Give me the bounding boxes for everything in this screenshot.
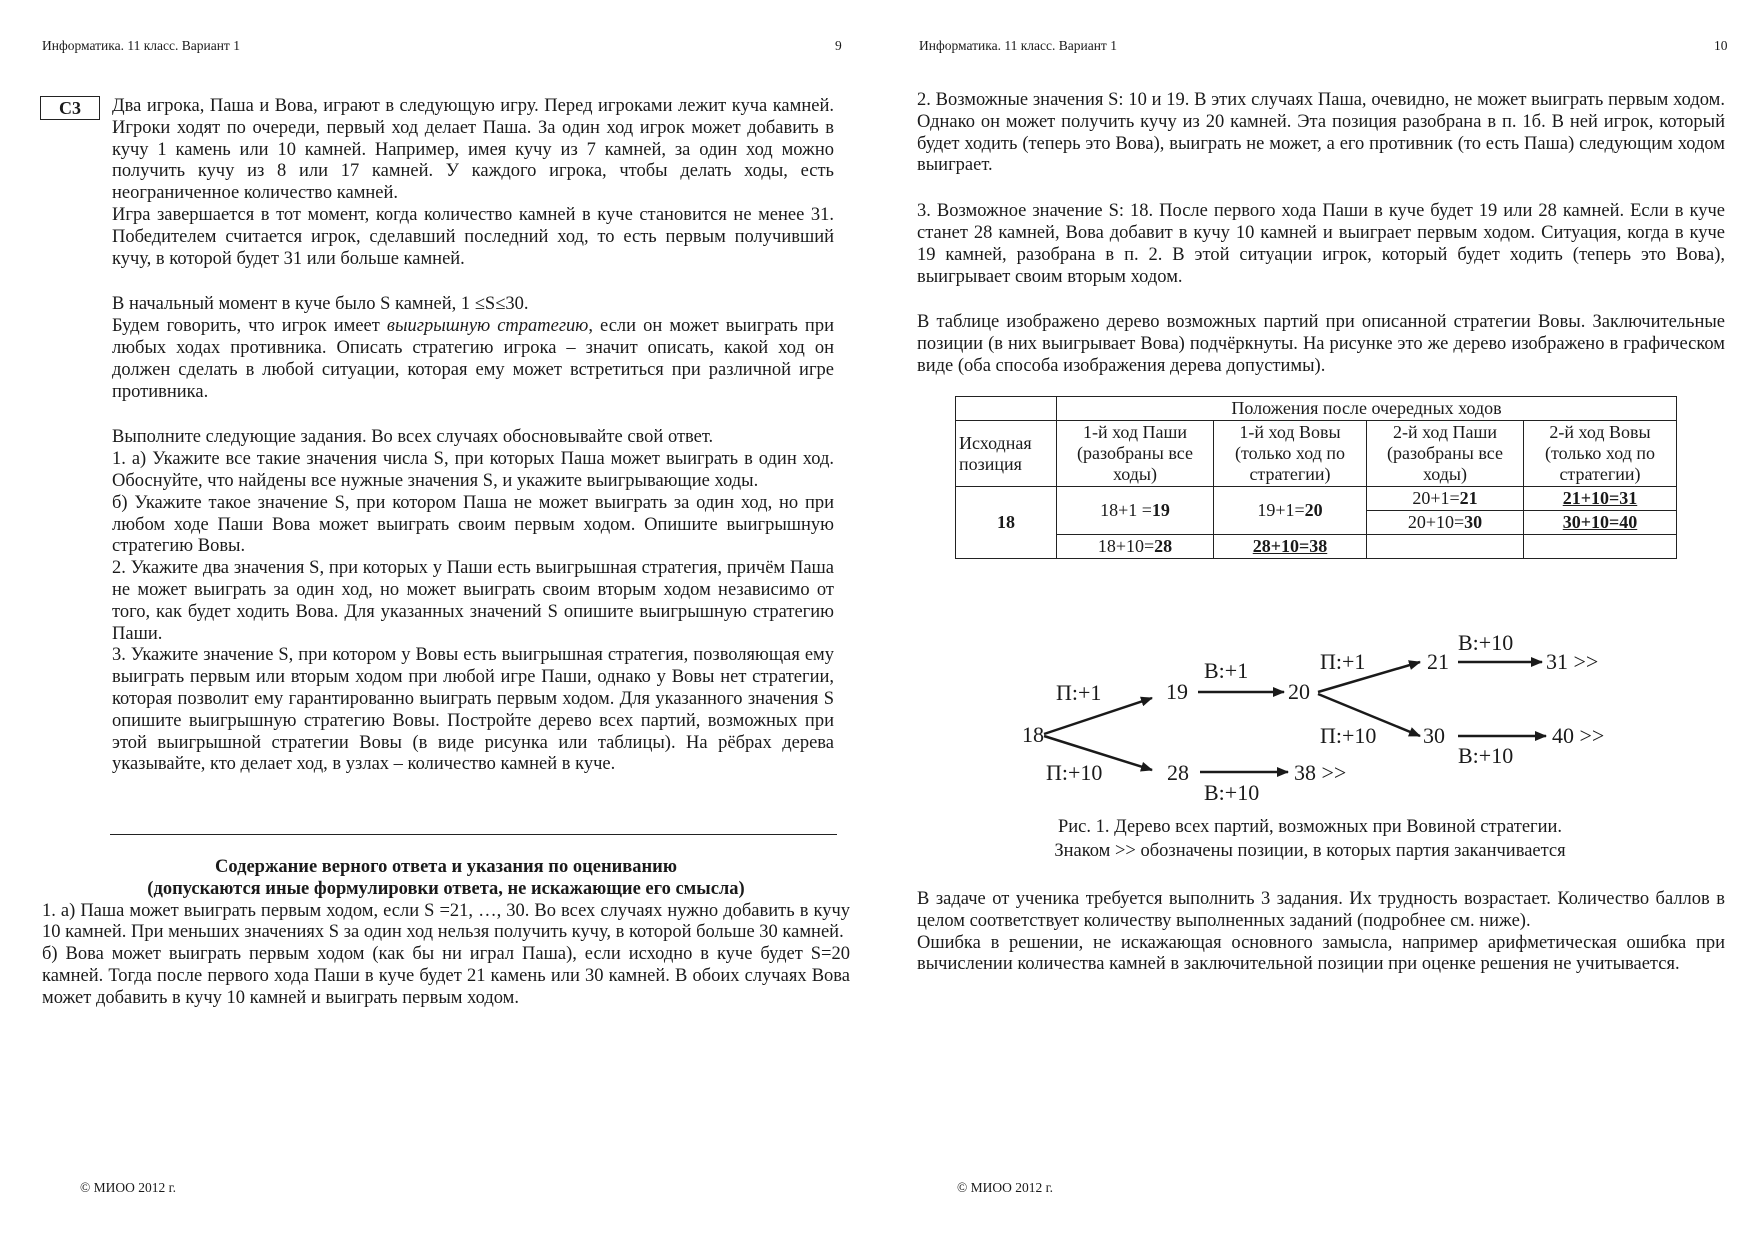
table-col-pasha1: 1-й ход Паши (разобраны все ходы) (1057, 421, 1214, 487)
task-instructions: Выполните следующие задания. Во всех случаях обосновывайте свой ответ. (112, 427, 714, 448)
node-20: 20 (1288, 679, 1310, 704)
node-18: 18 (1022, 722, 1044, 747)
edge-label-vova2-plus10-bottom: В:+10 (1458, 743, 1514, 768)
scoring-note-2: Ошибка в решении, не искажающая основного замысла, например арифметическая ошибка при вычислении количества камней в заключительной позиции при оценке решения не учитывается. (917, 932, 1725, 975)
table-cell (1524, 535, 1677, 559)
answer-3: 3. Возможное значение S: 18. После первого хода Паши в куче будет 19 или 28 камней. Если в куче станет 28 камней, Вова добавит в кучу 10 камней и выиграет первым ходом. Ситуация, когда в куче 19 камней, разобрана в п. 2. В этой ситуации игрок, который будет ходить (теперь это Вова), выигрывает своим вторым ходом. (917, 201, 1725, 287)
edge-label-vova-plus1: В:+1 (1204, 658, 1249, 683)
game-tree-diagram (1000, 620, 1640, 820)
task-statement (112, 96, 834, 776)
left-page-number: 9 (835, 38, 842, 53)
task-strategy-def: Будем говорить, что игрок имеет выигрышную стратегию, если он может выиграть при любых ходах противника. Описать стратегию игрока – значит описать, какой ход он должен сделать в любой ситуации, которая ему может встретиться при различной игре противника. (112, 316, 834, 402)
divider (110, 834, 837, 835)
game-tree-table (955, 396, 1677, 559)
figure-caption (990, 815, 1630, 863)
edge-label-vova-plus10: В:+10 (1204, 780, 1260, 805)
table-start-cell: 18 (956, 487, 1057, 559)
right-header-title: Информатика. 11 класс. Вариант 1 (919, 38, 1117, 53)
table-final-cell: 28+10=38 (1214, 535, 1367, 559)
question-2: 2. Укажите два значения S, при которых у Паши есть выигрышная стратегия, причём Паша не может выиграть за один ход, но может выиграть своим вторым ходом независимо от того, как будет ходить Вова. Для указанных значений S опишите выигрышную стратегию Паши. (112, 558, 834, 644)
task-end-rule: Игра завершается в тот момент, когда количество камней в куче становится не менее 31. Победителем считается игрок, сделавший последний ход, то есть первым получивший кучу, в которой будет 31 или больше камней. (112, 204, 834, 269)
node-19: 19 (1166, 679, 1188, 704)
edge-label-pasha2-plus1: П:+1 (1320, 649, 1366, 674)
table-col-vova2: 2-й ход Вовы (только ход по стратегии) (1524, 421, 1677, 487)
node-30: 30 (1423, 723, 1445, 748)
task-initial: В начальный момент в куче было S камней, 1 ≤S≤30. (112, 294, 529, 315)
answer-heading: Содержание верного ответа и указания по оцениванию (215, 857, 677, 877)
strategy-term: выигрышную стратегию (386, 316, 589, 337)
edge-label-pasha2-plus10: П:+10 (1320, 723, 1377, 748)
task-intro: Два игрока, Паша и Вова, играют в следующую игру. Перед игроками лежит куча камней. Игроки ходят по очереди, первый ход делает Паша. За один ход игрок может добавить в кучу 1 камень или 10 камней. Например, имея кучу из 7 камней, за один ход можно получить кучу из 8 или 17 камней. У каждого игрока, чтобы делать ходы, есть неограниченное количество камней. (112, 96, 834, 204)
caption-line-1: Рис. 1. Дерево всех партий, возможных при Вовиной стратегии. (1057, 817, 1563, 837)
answer-continued (917, 90, 1725, 378)
table-group-header: Положения после очередных ходов (1057, 397, 1677, 421)
answer-subheading: (допускаются иные формулировки ответа, не искажающие его смысла) (147, 878, 745, 899)
task-label: C3 (40, 96, 100, 120)
edge-label-pasha-plus10: П:+10 (1046, 760, 1103, 785)
answer-1b: б) Вова может выиграть первым ходом (как бы ни играл Паша), если исходно в куче будет S=20 камней. Тогда после первого хода Паши в куче будет 21 камень или 30 камней. В обоих случаях Вова может добавить в кучу 10 камней и выиграть первым ходом. (42, 944, 850, 1008)
table-cell (1367, 535, 1524, 559)
table-final-cell: 30+10=40 (1524, 511, 1677, 535)
left-footer: © МИОО 2012 г. (80, 1180, 177, 1195)
right-footer: © МИОО 2012 г. (957, 1180, 1054, 1195)
node-40-final: 40 >> (1552, 723, 1605, 748)
answer-2: 2. Возможные значения S: 10 и 19. В этих случаях Паша, очевидно, не может выиграть первым ходом. Однако он может получить кучу из 20 камней. Эта позиция разобрана в п. 1б. В ней игрок, который будет ходить (теперь это Вова), выиграть не может, а его противник (то есть Паша) следующим ходом выиграет. (917, 90, 1725, 176)
table-final-cell: 21+10=31 (1524, 487, 1677, 511)
left-header-title: Информатика. 11 класс. Вариант 1 (42, 38, 240, 53)
scoring-note-1: В задаче от ученика требуется выполнить 3 задания. Их трудность возрастает. Количество баллов в целом соответствует количеству выполненных заданий (подробнее см. ниже). (917, 889, 1725, 931)
answer-1a: 1. а) Паша может выиграть первым ходом, если S =21, …, 30. Во всех случаях нужно добавить в кучу 10 камней. При меньших значениях S за один ход нельзя получить кучу, в которой больше 30 камней. (42, 900, 850, 943)
scoring-notes (917, 889, 1725, 976)
table-corner (956, 397, 1057, 421)
table-col-vova1: 1-й ход Вовы (только ход по стратегии) (1214, 421, 1367, 487)
table-intro: В таблице изображено дерево возможных партий при описанной стратегии Вовы. Заключительные позиции (в них выигрывает Вова) подчёркнуты. На рисунке это же дерево изображено в графическом виде (оба способа изображения дерева допустимы). (917, 312, 1725, 376)
table-cell: 19+1=20 (1214, 487, 1367, 535)
node-28: 28 (1167, 760, 1189, 785)
table-cell: 18+1 =19 (1057, 487, 1214, 535)
table-cell: 20+1=21 (1367, 487, 1524, 511)
question-1a: 1. а) Укажите все такие значения числа S, при которых Паша может выиграть в один ход. Обоснуйте, что найдены все нужные значения S, и укажите выигрывающие ходы. (112, 449, 834, 491)
caption-line-2: Знаком >> обозначены позиции, в которых партия заканчивается (1054, 841, 1566, 861)
question-1b: б) Укажите такое значение S, при котором Паша не может выиграть за один ход, но при любом ходе Паши Вова может выиграть своим первым ходом. Опишите выигрышную стратегию Вовы. (112, 492, 834, 557)
table-col-start: Исходная позиция (956, 421, 1057, 487)
edge-label-pasha-plus1: П:+1 (1056, 680, 1102, 705)
answer-section (42, 857, 850, 1010)
table-col-pasha2: 2-й ход Паши (разобраны все ходы) (1367, 421, 1524, 487)
question-3: 3. Укажите значение S, при котором у Вовы есть выигрышная стратегия, позволяющая ему выиграть первым или вторым ходом при любой игре Паши, однако у Вовы нет стратегии, которая позволит ему гарантированно выиграть первым ходом. Для указанного значения S опишите выигрышную стратегию Вовы. Постройте дерево всех партий, возможных при этой выигрышной стратегии Вовы (в виде рисунка или таблицы). На рёбрах дерева указывайте, кто делает ход, в узлах – количество камней в куче. (112, 645, 834, 775)
right-page-number: 10 (1714, 38, 1728, 53)
node-21: 21 (1427, 649, 1449, 674)
table-cell: 20+10=30 (1367, 511, 1524, 535)
edge-label-vova2-plus10-top: В:+10 (1458, 630, 1514, 655)
node-31-final: 31 >> (1546, 649, 1599, 674)
table-cell: 18+10=28 (1057, 535, 1214, 559)
node-38-final: 38 >> (1294, 760, 1347, 785)
